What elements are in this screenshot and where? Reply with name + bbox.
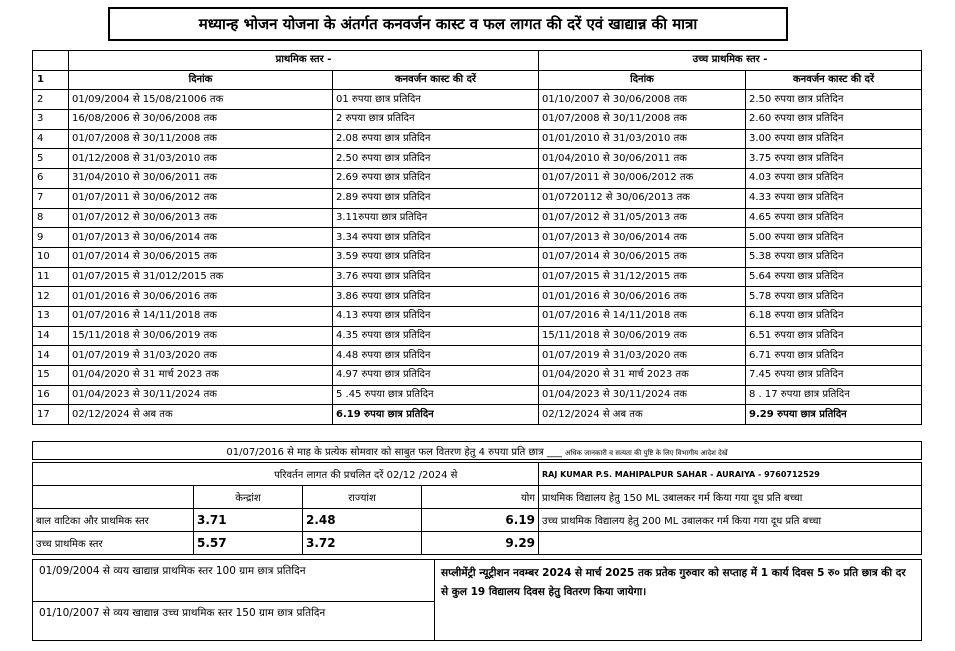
current-rates-title: परिवर्तन लागत की प्रचलित दरें 02/12 /2024 से — [194, 463, 539, 486]
upper-date: 01/07/2013 से 30/06/2014 तक — [539, 228, 746, 248]
fruit-note — [33, 442, 922, 460]
row-number: 15 — [33, 366, 69, 386]
upper-date: 01/07/2019 से 31/03/2020 तक — [539, 346, 746, 366]
row-number: 2 — [33, 90, 69, 110]
primary-rate: 3.34 रुपया छात्र प्रतिदिन — [333, 228, 539, 248]
milk-upper-note: उच्च प्राथमिक विद्यालय हेतु 200 ML उबालकर गर्म किया गया दूध प्रति बच्चा — [539, 509, 922, 532]
upper-date: 02/12/2024 से अब तक — [539, 405, 746, 425]
primary-date: 01/01/2016 से 30/06/2016 तक — [69, 287, 333, 307]
center-share-header: केन्द्रांश — [194, 486, 303, 509]
primary-rate: 2.08 रुपया छात्र प्रतिदिन — [333, 129, 539, 149]
level-upper-total: 9.29 — [422, 532, 539, 555]
level-upper-label: उच्च प्राथमिक स्तर — [33, 532, 194, 555]
primary-date-header: दिनांक — [69, 70, 333, 90]
primary-date: 02/12/2024 से अब तक — [69, 405, 333, 425]
row-number: 10 — [33, 247, 69, 267]
table-row — [33, 90, 922, 110]
table-row — [33, 267, 922, 287]
primary-level-header: प्राथमिक स्तर - — [69, 51, 539, 71]
level-primary-center: 3.71 — [194, 509, 303, 532]
fruit-note-small: अधिक जानकारी व सत्यता की पुष्टि के लिए विभागीय आदेश देखें — [565, 448, 728, 457]
upper-date: 01/07/2015 से 31/12/2015 तक — [539, 267, 746, 287]
row-number: 7 — [33, 188, 69, 208]
upper-date: 01/10/2007 से 30/06/2008 तक — [539, 90, 746, 110]
primary-date: 01/09/2004 से 15/08/21006 तक — [69, 90, 333, 110]
upper-date: 01/01/2016 से 30/06/2016 तक — [539, 287, 746, 307]
upper-date: 01/0720112 से 30/06/2013 तक — [539, 188, 746, 208]
primary-date: 01/04/2020 से 31 मार्च 2023 तक — [69, 366, 333, 386]
primary-date: 01/07/2014 से 30/06/2015 तक — [69, 247, 333, 267]
upper-rate: 7.45 रुपया छात्र प्रतिदिन — [746, 366, 922, 386]
primary-rate: 4.97 रुपया छात्र प्रतिदिन — [333, 366, 539, 386]
notes-table — [32, 441, 922, 460]
table-row — [33, 366, 922, 386]
row-number: 3 — [33, 110, 69, 130]
row-number: 9 — [33, 228, 69, 248]
author-credit: RAJ KUMAR P.S. MAHIPALPUR SAHAR - AURAIYA - 9760712529 — [539, 463, 922, 486]
upper-date: 01/04/2010 से 30/06/2011 तक — [539, 149, 746, 169]
level-primary-total: 6.19 — [422, 509, 539, 532]
grain-table — [32, 559, 922, 641]
row-number: 14 — [33, 326, 69, 346]
upper-rate: 2.50 रुपया छात्र प्रतिदिन — [746, 90, 922, 110]
row-number: 5 — [33, 149, 69, 169]
upper-date: 01/01/2010 से 31/03/2010 तक — [539, 129, 746, 149]
table-row — [33, 149, 922, 169]
primary-rate: 4.13 रुपया छात्र प्रतिदिन — [333, 306, 539, 326]
state-share-header: राज्यांश — [303, 486, 422, 509]
primary-date: 16/08/2006 से 30/06/2008 तक — [69, 110, 333, 130]
upper-date: 01/07/2008 से 30/11/2008 तक — [539, 110, 746, 130]
primary-rate: 3.76 रुपया छात्र प्रतिदिन — [333, 267, 539, 287]
table-row — [33, 405, 922, 425]
upper-rate: 6.71 रुपया छात्र प्रतिदिन — [746, 346, 922, 366]
primary-date: 31/04/2010 से 30/06/2011 तक — [69, 169, 333, 189]
table-row — [33, 385, 922, 405]
row-number: 1 — [33, 70, 69, 90]
upper-date: 01/07/2012 से 31/05/2013 तक — [539, 208, 746, 228]
page-title: मध्यान्ह भोजन योजना के अंतर्गत कनवर्जन कास्ट व फल लागत की दरें एवं खाद्यान्न की मात्रा — [108, 7, 788, 41]
primary-date: 01/07/2015 से 31/012/2015 तक — [69, 267, 333, 287]
primary-rate: 2.89 रुपया छात्र प्रतिदिन — [333, 188, 539, 208]
primary-date: 01/04/2023 से 30/11/2024 तक — [69, 385, 333, 405]
primary-date: 01/07/2012 से 30/06/2013 तक — [69, 208, 333, 228]
upper-rate: 8 . 17 रुपया छात्र प्रतिदिन — [746, 385, 922, 405]
row-number: 14 — [33, 346, 69, 366]
level-primary-state: 2.48 — [303, 509, 422, 532]
upper-rate: 3.00 रुपया छात्र प्रतिदिन — [746, 129, 922, 149]
upper-rate: 3.75 रुपया छात्र प्रतिदिन — [746, 149, 922, 169]
primary-rate: 3.86 रुपया छात्र प्रतिदिन — [333, 287, 539, 307]
primary-rate: 2 रुपया छात्र प्रतिदिन — [333, 110, 539, 130]
primary-rate: 2.69 रुपया छात्र प्रतिदिन — [333, 169, 539, 189]
primary-rate: 4.35 रुपया छात्र प्रतिदिन — [333, 326, 539, 346]
grain-upper: 01/10/2007 से व्यय खाद्यान्न उच्च प्राथमिक स्तर 150 ग्राम छात्र प्रतिदिन — [33, 602, 435, 641]
upper-rate: 5.00 रुपया छात्र प्रतिदिन — [746, 228, 922, 248]
primary-rate: 3.59 रुपया छात्र प्रतिदिन — [333, 247, 539, 267]
level-upper-state: 3.72 — [303, 532, 422, 555]
primary-rate: 3.11रुपया छात्र प्रतिदिन — [333, 208, 539, 228]
table-row — [33, 169, 922, 189]
primary-date: 15/11/2018 से 30/06/2019 तक — [69, 326, 333, 346]
table-row — [33, 247, 922, 267]
table-row — [33, 129, 922, 149]
table-row — [33, 208, 922, 228]
upper-rate: 5.78 रुपया छात्र प्रतिदिन — [746, 287, 922, 307]
fruit-note-text: 01/07/2016 से माह के प्रत्येक सोमवार को साबुत फल वितरण हेतु 4 रुपया प्रति छात्र ___ — [226, 446, 562, 458]
grain-primary: 01/09/2004 से व्यय खाद्यान्न प्राथमिक स्तर 100 ग्राम छात्र प्रतिदिन — [33, 560, 435, 602]
upper-rate: 4.33 रुपया छात्र प्रतिदिन — [746, 188, 922, 208]
primary-date: 01/07/2013 से 30/06/2014 तक — [69, 228, 333, 248]
level-primary-label: बाल वाटिका और प्राथमिक स्तर — [33, 509, 194, 532]
upper-rate: 2.60 रुपया छात्र प्रतिदिन — [746, 110, 922, 130]
upper-rate: 5.64 रुपया छात्र प्रतिदिन — [746, 267, 922, 287]
table-row — [33, 287, 922, 307]
row-number: 11 — [33, 267, 69, 287]
level-upper-center: 5.57 — [194, 532, 303, 555]
current-rates-table — [32, 462, 922, 555]
table-row — [33, 188, 922, 208]
supplementary-note: सप्लीमेंट्री न्यूट्रीशन नवम्बर 2024 से मार्च 2025 तक प्रतेक गुरुवार को सप्ताह में 1 कार्य दिवस 5 रु० प्रति छात्र की दर से कुल 19 विद्यालय दिवस हेतु वितरण किया जायेगा। — [435, 560, 922, 641]
primary-date: 01/07/2016 से 14/11/2018 तक — [69, 306, 333, 326]
row-number: 6 — [33, 169, 69, 189]
total-header: योग — [422, 486, 539, 509]
upper-rate: 9.29 रुपया छात्र प्रतिदिन — [746, 405, 922, 425]
conversion-cost-table — [32, 50, 922, 425]
upper-rate-header: कनवर्जन कास्ट की दरें — [746, 70, 922, 90]
upper-date: 15/11/2018 से 30/06/2019 तक — [539, 326, 746, 346]
primary-rate: 4.48 रुपया छात्र प्रतिदिन — [333, 346, 539, 366]
primary-date: 01/07/2008 से 30/11/2008 तक — [69, 129, 333, 149]
primary-rate: 5 .45 रुपया छात्र प्रतिदिन — [333, 385, 539, 405]
table-row — [33, 346, 922, 366]
upper-rate: 6.51 रुपया छात्र प्रतिदिन — [746, 326, 922, 346]
upper-date: 01/04/2023 से 30/11/2024 तक — [539, 385, 746, 405]
primary-rate-header: कनवर्जन कास्ट की दरें — [333, 70, 539, 90]
row-number: 12 — [33, 287, 69, 307]
row-number: 4 — [33, 129, 69, 149]
row-number: 8 — [33, 208, 69, 228]
primary-date: 01/07/2019 से 31/03/2020 तक — [69, 346, 333, 366]
table-row — [33, 326, 922, 346]
upper-rate: 5.38 रुपया छात्र प्रतिदिन — [746, 247, 922, 267]
row-number: 16 — [33, 385, 69, 405]
upper-date: 01/04/2020 से 31 मार्च 2023 तक — [539, 366, 746, 386]
upper-date: 01/07/2016 से 14/11/2018 तक — [539, 306, 746, 326]
corner-cell — [33, 51, 69, 71]
row-number: 17 — [33, 405, 69, 425]
upper-rate: 4.65 रुपया छात्र प्रतिदिन — [746, 208, 922, 228]
upper-date: 01/07/2014 से 30/06/2015 तक — [539, 247, 746, 267]
upper-rate: 6.18 रुपया छात्र प्रतिदिन — [746, 306, 922, 326]
primary-rate: 2.50 रुपया छात्र प्रतिदिन — [333, 149, 539, 169]
upper-date-header: दिनांक — [539, 70, 746, 90]
primary-rate: 6.19 रुपया छात्र प्रतिदिन — [333, 405, 539, 425]
primary-date: 01/12/2008 से 31/03/2010 तक — [69, 149, 333, 169]
upper-date: 01/07/2011 से 30/006/2012 तक — [539, 169, 746, 189]
primary-date: 01/07/2011 से 30/06/2012 तक — [69, 188, 333, 208]
table-row — [33, 110, 922, 130]
table-row — [33, 306, 922, 326]
milk-primary-note: प्राथमिक विद्यालय हेतु 150 ML उबालकर गर्म किया गया दूध प्रति बच्चा — [539, 486, 922, 509]
table-row — [33, 228, 922, 248]
upper-primary-level-header: उच्च प्राथमिक स्तर - — [539, 51, 922, 71]
row-number: 13 — [33, 306, 69, 326]
primary-rate: 01 रुपया छात्र प्रतिदिन — [333, 90, 539, 110]
upper-rate: 4.03 रुपया छात्र प्रतिदिन — [746, 169, 922, 189]
